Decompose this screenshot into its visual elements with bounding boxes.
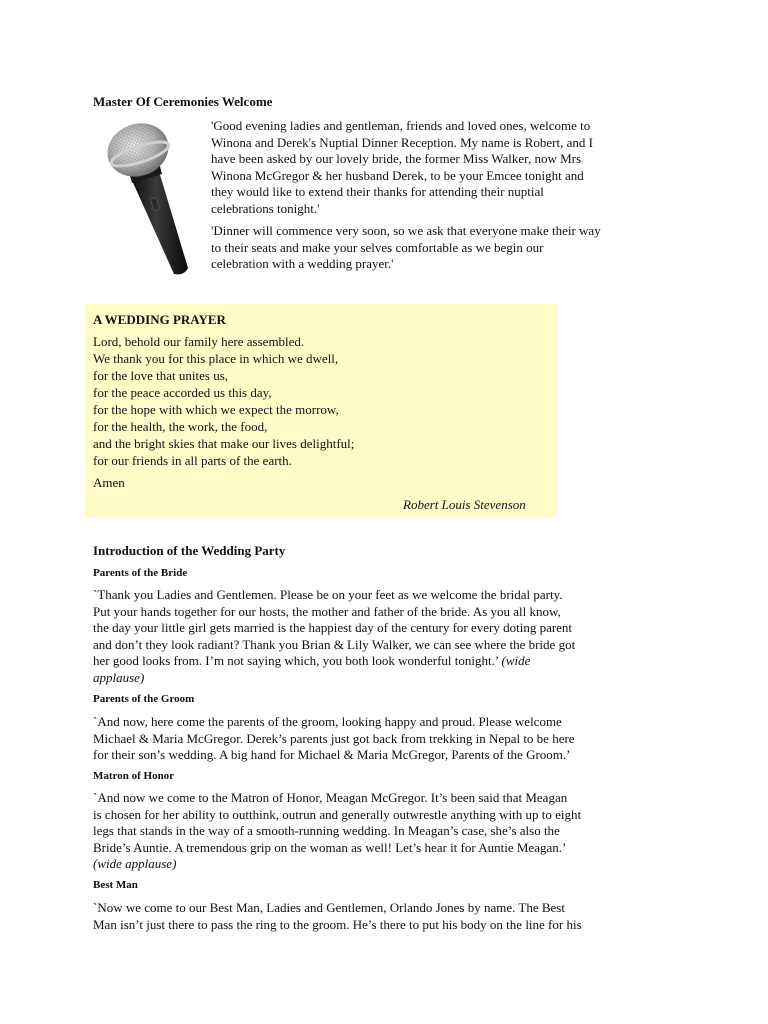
text-line: celebration with a wedding prayer.' — [211, 256, 394, 272]
text-line: they would like to extend their thanks for attending their nuptial — [211, 184, 544, 200]
prayer-author-text: Robert Louis Stevenson — [403, 497, 526, 512]
text-line: Man isn’t just there to pass the ring to the groom. He’s there to put his body on the line for his — [93, 916, 582, 932]
welcome-paragraph-1 — [211, 118, 593, 218]
text-line: `And now, here come the parents of the groom, looking happy and proud. Please welcome — [93, 714, 562, 729]
prayer-line: for the love that unites us, — [93, 368, 229, 383]
text-line: Winona and Derek's Nuptial Dinner Reception. My name is Robert, and I — [211, 134, 593, 150]
text-line: for their son’s wedding. A big hand for Michael & Maria McGregor, Parents of the Groom.’ — [93, 747, 571, 763]
prayer-line: for the hope with which we expect the morrow, — [93, 402, 339, 417]
prayer-line: for the peace accorded us this day, — [93, 385, 272, 400]
text-line: is chosen for her ability to outthink, outrun and generally outwrestle anything with up to eight — [93, 806, 582, 822]
text-line-part: her good looks from. I’m not saying which, you both look wonderful tonight.’ — [93, 653, 499, 669]
text-line: Michael & Maria McGregor. Derek’s parents just got back from trekking in Nepal to be here — [93, 730, 575, 746]
intro-heading: Introduction of the Wedding Party — [93, 543, 286, 558]
text-line: `And now we come to the Matron of Honor, Meagan McGregor. It’s been said that Meagan — [93, 790, 568, 805]
prayer-amen: Amen — [93, 475, 125, 490]
stage-direction: (wide applause) — [93, 856, 177, 872]
section-body-parents-of-groom — [93, 714, 575, 764]
text-line — [93, 856, 581, 873]
section-body-matron-of-honor — [93, 790, 581, 873]
text-line: the day your little girl gets married is the happiest day of the century for every doting parent — [93, 620, 573, 636]
prayer-text — [93, 333, 354, 469]
section-body-best-man — [93, 900, 582, 933]
prayer-line: for our friends in all parts of the earth. — [93, 453, 292, 468]
text-line: legs that stands in the way of a smooth-running wedding. In Meagan’s case, she’s also the — [93, 823, 560, 839]
section-title-parents-of-groom: Parents of the Groom — [93, 693, 195, 705]
text-line — [93, 653, 575, 670]
welcome-paragraph-2 — [211, 223, 601, 273]
text-line: 'Dinner will commence very soon, so we ask that everyone make their way — [211, 223, 601, 238]
welcome-heading: Master Of Ceremonies Welcome — [93, 94, 273, 109]
prayer-author — [403, 497, 526, 514]
prayer-line: Lord, behold our family here assembled. — [93, 334, 305, 349]
section-title-parents-of-bride: Parents of the Bride — [93, 567, 188, 579]
text-line: Put your hands together for our hosts, the mother and father of the bride. As you all know, — [93, 603, 561, 619]
prayer-line: and the bright skies that make our lives delightful; — [93, 436, 355, 451]
text-line: Winona McGregor & her husband Derek, to be your Emcee tonight and — [211, 167, 584, 183]
text-line: `Now we come to our Best Man, Ladies and Gentlemen, Orlando Jones by name. The Best — [93, 900, 565, 915]
stage-direction: (wide — [501, 653, 531, 669]
stage-direction: applause) — [93, 669, 145, 685]
text-line: Bride’s Auntie. A tremendous grip on the woman as well! Let’s hear it for Auntie Meagan.’ — [93, 839, 567, 855]
prayer-line: We thank you for this place in which we dwell, — [93, 351, 339, 366]
text-line: `Thank you Ladies and Gentlemen. Please be on your feet as we welcome the bridal party. — [93, 587, 563, 602]
section-body-parents-of-bride — [93, 587, 575, 687]
text-line: 'Good evening ladies and gentleman, friends and loved ones, welcome to — [211, 118, 591, 133]
text-line: and don’t they look radiant? Thank you Brian & Lily Walker, we can see where the bride got — [93, 636, 576, 652]
section-title-matron-of-honor: Matron of Honor — [93, 770, 175, 782]
text-line: celebrations tonight.' — [211, 200, 320, 216]
section-title-best-man: Best Man — [93, 879, 138, 891]
text-line: to their seats and make your selves comfortable as we begin our — [211, 239, 544, 255]
prayer-heading: A WEDDING PRAYER — [93, 312, 226, 327]
microphone-icon — [100, 118, 198, 278]
text-line — [93, 670, 575, 687]
text-line: have been asked by our lovely bride, the former Miss Walker, now Mrs — [211, 151, 582, 167]
prayer-line: for the health, the work, the food, — [93, 419, 268, 434]
